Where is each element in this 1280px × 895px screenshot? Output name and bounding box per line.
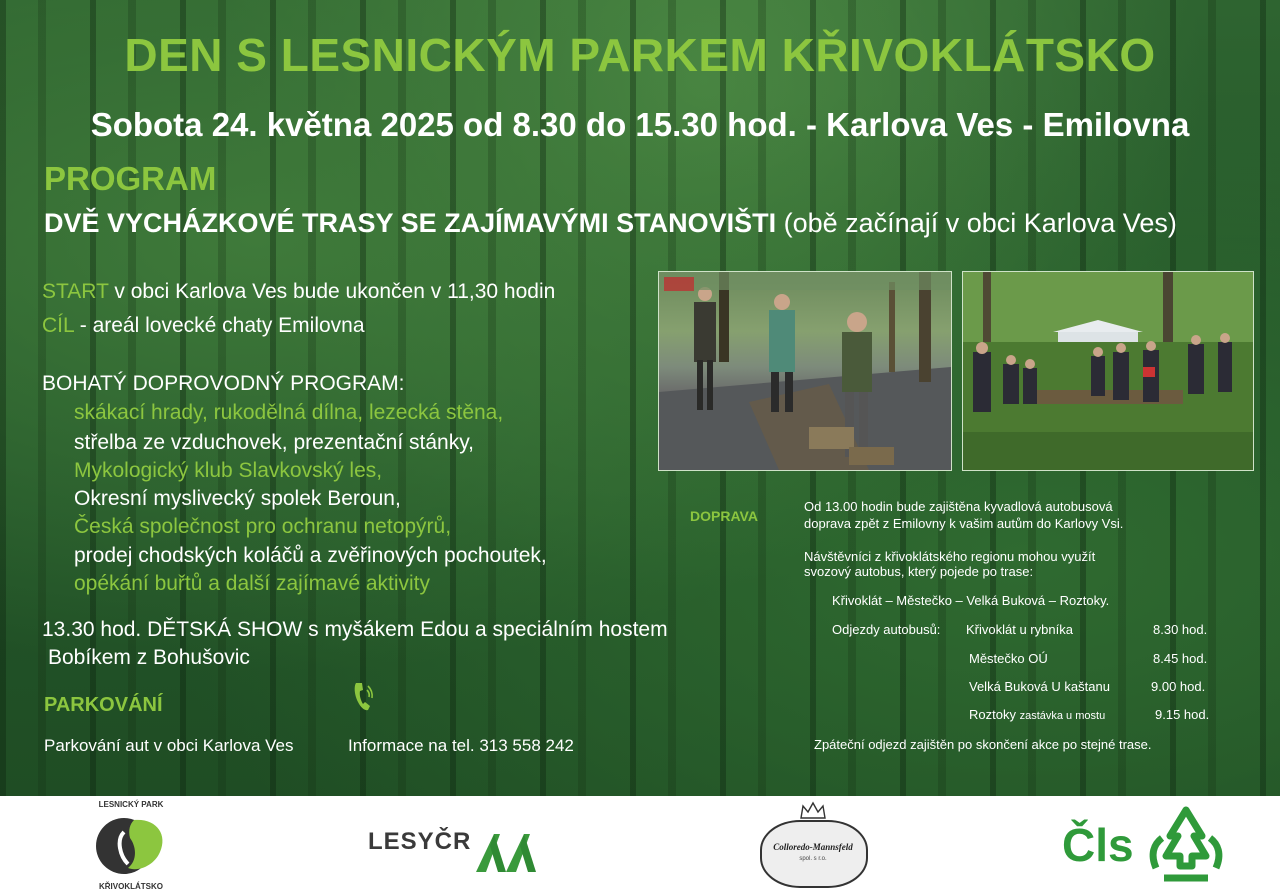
- program-item: střelba ze vzduchovek, prezentační stánky,: [74, 431, 474, 454]
- bus-route: Křivoklát – Městečko – Velká Buková – Roztoky.: [832, 593, 1110, 608]
- departure-time: 8.45 hod.: [1153, 651, 1208, 666]
- program-item: skákací hrady, rukodělná dílna, lezecká stěna,: [74, 401, 504, 424]
- program-item: prodej chodských koláčů a zvěřinových pochoutek,: [74, 544, 547, 567]
- start-label: START: [42, 280, 109, 303]
- colloredo-mannsfeld-logo: [758, 800, 868, 892]
- lesy-cr-wordmark: LESYČR: [368, 828, 472, 855]
- program-heading: PROGRAM: [44, 160, 217, 197]
- kids-show-line: 13.30 hod. DĚTSKÁ SHOW s myšákem Edou a speciálním hostem: [42, 618, 668, 641]
- parking-heading: PARKOVÁNÍ: [44, 694, 163, 716]
- program-item: Česká společnost pro ochranu netopýrů,: [74, 515, 452, 538]
- start-text: v obci Karlova Ves bude ukončen v 11,30 hodin: [114, 280, 556, 303]
- departure-time: 9.15 hod.: [1155, 707, 1210, 722]
- departure-stop-line: [969, 707, 1105, 722]
- program-item: opékání buřtů a další zajímavé aktivity: [74, 572, 431, 595]
- kids-show-guest: Bobíkem z Bohušovic: [48, 646, 250, 669]
- event-date-location: Sobota 24. května 2025 od 8.30 do 15.30 hod. - Karlova Ves - Emilovna: [90, 106, 1190, 143]
- departure-time: 9.00 hod.: [1151, 679, 1206, 694]
- start-line: [42, 280, 555, 304]
- routes-note: (obě začínají v obci Karlova Ves): [783, 208, 1177, 238]
- parking-text: Parkování aut v obci Karlova Ves: [44, 736, 294, 755]
- program-item: Okresní myslivecký spolek Beroun,: [74, 487, 401, 510]
- logo-text-bottom: KŘIVOKLÁTSKO: [99, 882, 163, 891]
- finish-text: - areál lovecké chaty Emilovna: [79, 314, 365, 337]
- tree-emblem-icon: [94, 812, 170, 878]
- event-title: DEN S LESNICKÝM PARKEM KŘIVOKLÁTSKO: [124, 29, 1156, 81]
- cls-logo: [1062, 806, 1232, 886]
- recycle-tree-icon: [1146, 806, 1226, 886]
- photo-kids-walking-path: [658, 271, 952, 471]
- routes-line: [44, 208, 1177, 239]
- transport-heading: DOPRAVA: [690, 508, 758, 524]
- colloredo-sub: spol. s r.o.: [799, 856, 827, 862]
- departure-stop: Městečko OÚ: [969, 651, 1048, 666]
- program-item: Mykologický klub Slavkovský les,: [74, 459, 383, 482]
- departures-label: Odjezdy autobusů:: [832, 622, 941, 637]
- accompanying-heading: BOHATÝ DOPROVODNÝ PROGRAM:: [42, 372, 405, 395]
- transport-text: Od 13.00 hodin bude zajištěna kyvadlová autobusová: [804, 499, 1113, 514]
- info-phone-text: Informace na tel. 313 558 242: [348, 736, 574, 755]
- departure-stop: Roztoky: [969, 707, 1016, 722]
- colloredo-name: Colloredo-Mannsfeld: [773, 842, 853, 852]
- finish-label: CÍL: [42, 314, 74, 337]
- departure-time: 8.30 hod.: [1153, 622, 1208, 637]
- transport-text: doprava zpět z Emilovny k vašim autům do Karlovy Vsi.: [804, 516, 1124, 531]
- routes-main: DVĚ VYCHÁZKOVÉ TRASY SE ZAJÍMAVÝMI STANOVIŠTI: [44, 208, 777, 238]
- phone-icon: [352, 680, 374, 712]
- transport-text: svozový autobus, který pojede po trase:: [804, 564, 1034, 579]
- return-note: Zpáteční odjezd zajištěn po skončení akce po stejné trase.: [814, 737, 1152, 752]
- transport-text: Návštěvníci z křivoklátského regionu mohou využít: [804, 549, 1096, 564]
- photo-forest-event-crowd: [962, 271, 1254, 471]
- departure-stop: Velká Buková U kaštanu: [969, 679, 1110, 694]
- lesnicky-park-logo: [86, 798, 176, 893]
- departure-stop-note: zastávka u mostu: [1019, 710, 1106, 722]
- cls-wordmark: Čls: [1062, 819, 1134, 871]
- sponsor-footer: [0, 796, 1280, 895]
- finish-line: [42, 314, 365, 338]
- lesy-cr-arrows-icon: [472, 826, 538, 876]
- crown-icon: [799, 800, 827, 820]
- logo-text-top: LESNICKÝ PARK: [98, 800, 164, 809]
- departure-stop: Křivoklát u rybníka: [966, 622, 1073, 637]
- lesy-cr-logo: [368, 826, 538, 876]
